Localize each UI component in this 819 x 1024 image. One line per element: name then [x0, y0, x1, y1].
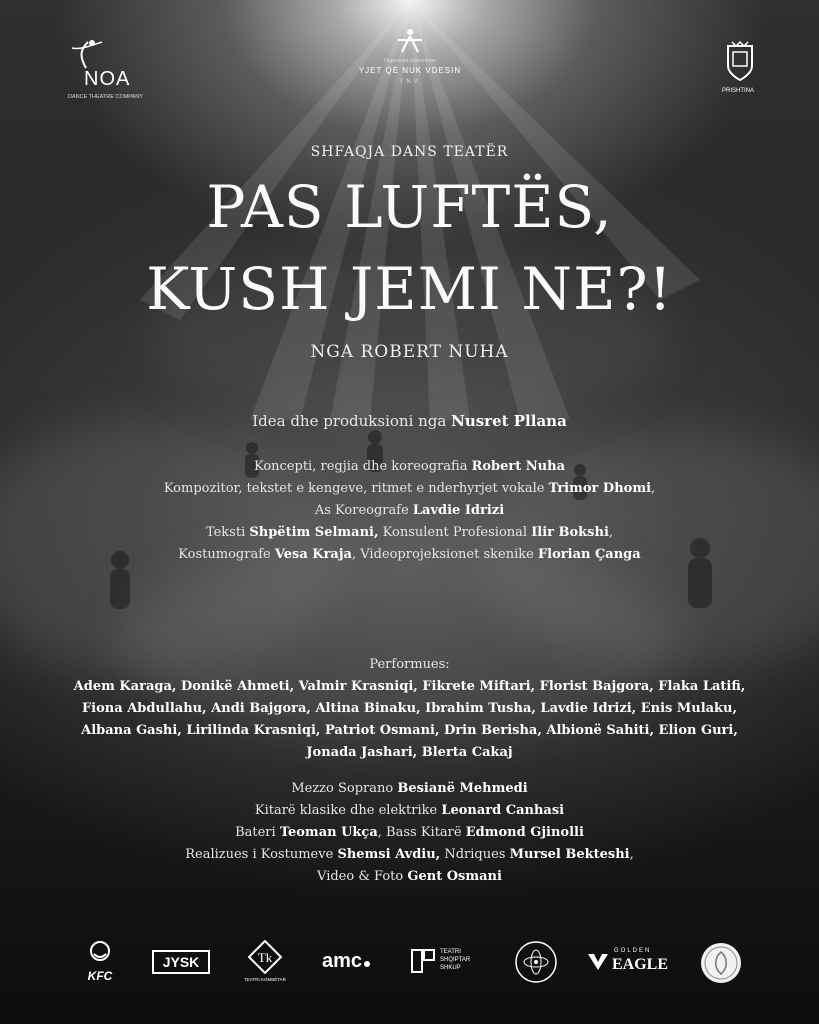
teatri-shqiptar-logo [410, 946, 482, 980]
credit-line [0, 778, 819, 800]
music-credits [0, 778, 819, 888]
performers-list [0, 676, 819, 764]
star-figures-icon [390, 28, 430, 58]
credit-name: Shemsi Avdiu, [337, 847, 441, 862]
credit-role: Realizues i Kostumeve [185, 847, 338, 862]
credit-role: Kompozitor, tekstet e kengeve, ritmet e nderhyrjet vokale [163, 481, 549, 496]
performers-line: Adem Karaga, Donikë Ahmeti, Valmir Krasniqi, Fikrete Miftari, Florist Bajgora, Flaka Latifi, [73, 679, 746, 694]
credit-role: Video & Foto [317, 869, 408, 884]
credit-line [0, 456, 819, 478]
golden-text: GOLDEN [614, 948, 652, 954]
credit-name: Besianë Mehmedi [397, 781, 528, 796]
credit-role: Teksti [205, 525, 250, 540]
credit-name: Gent Osmani [407, 869, 502, 884]
poster-author: NGA ROBERT NUHA [310, 342, 509, 362]
tk-subtitle: TEATRI KOMBËTAR [244, 977, 286, 982]
credit-name: Teoman Ukça [279, 825, 378, 840]
yjet-logo [350, 28, 470, 108]
credit-name: Trimor Dhomi [548, 481, 652, 496]
ts-line: TEATRI [440, 949, 461, 955]
noa-name: NOA [84, 68, 131, 90]
credit-name: Vesa Kraja [274, 547, 352, 562]
credit-role: Kostumografe [178, 547, 275, 562]
yjet-small-text: Organizata joqeveritare [384, 58, 436, 64]
jysk-text: JYSK [162, 954, 200, 970]
credit-name: Edmond Gjinolli [465, 825, 584, 840]
poster-subtitle: SHFAQJA DANS TEATËR [310, 144, 509, 160]
theatre-mark-icon [410, 946, 436, 976]
noa-logo [66, 38, 146, 104]
credit-name: Robert Nuha [471, 459, 566, 474]
performers-line: Albana Gashi, Lirilinda Krasniqi, Patriot Osmani, Drin Berisha, Albionë Sahiti, Elion Guri, [81, 723, 738, 738]
credit-role: Idea dhe produksioni nga [252, 412, 452, 430]
credit-line [0, 844, 819, 866]
jysk-logo [152, 950, 210, 974]
credit-name: Florian Çanga [537, 547, 641, 562]
golden-eagle-logo [586, 948, 672, 978]
credit-punct: , [608, 525, 614, 540]
credit-line [0, 500, 819, 522]
amc-text: amc [321, 950, 363, 972]
leaf-emblem-icon [700, 942, 742, 984]
noa-subtitle: DANCE THEATRE COMPANY [68, 94, 143, 100]
prishtina-logo [718, 40, 758, 104]
credit-name: Nusret Pllana [451, 412, 567, 430]
dancer-icon [68, 38, 108, 70]
colonel-icon [87, 940, 113, 966]
credit-line [0, 544, 819, 566]
credit-name: Shpëtim Selmani, [249, 525, 379, 540]
credit-role: As Koreografe [314, 503, 413, 518]
amc-logo [314, 950, 378, 973]
yjet-abbreviation: YNV [399, 79, 421, 85]
ts-line: SHQIPTAR [440, 957, 471, 963]
credit-punct: , [629, 847, 634, 862]
prishtina-label: PRISHTINA [721, 88, 754, 94]
performers-line: Jonada Jashari, Blerta Cakaj [306, 745, 513, 760]
sponsor-logos [0, 938, 819, 990]
eagle-icon [586, 950, 610, 974]
performers-line: Fiona Abdullahu, Andi Bajgora, Altina Binaku, Ibrahim Tusha, Lavdie Idrizi, Enis Mulaku, [81, 701, 738, 716]
eagle-text: EAGLE [612, 956, 669, 973]
ts-line: SHKUP [440, 965, 461, 971]
credit-name: Lavdie Idrizi [412, 503, 505, 518]
poster-title-line-2: KUSH JEMI NE?! [146, 255, 673, 323]
poster-title-line-1: PAS LUFTËS, [206, 173, 613, 241]
teatri-kombetar-logo [240, 940, 290, 982]
yjet-name: YJET QË NUK VDESIN [358, 66, 462, 75]
credit-line [0, 866, 819, 888]
credit-line [0, 478, 819, 500]
creative-credits [0, 456, 819, 566]
credit-line [0, 522, 819, 544]
idea-credit [0, 410, 819, 432]
amc-dot-icon [364, 961, 370, 967]
kfc-logo [78, 940, 122, 983]
credit-line [0, 800, 819, 822]
credit-name: Leonard Canhasi [441, 803, 565, 818]
credit-role: Konsulent Profesional [378, 525, 532, 540]
credit-role: Kitarë klasike dhe elektrike [254, 803, 442, 818]
coat-of-arms-icon [724, 40, 756, 82]
kfc-text: KFC [87, 969, 113, 983]
diamond-icon [248, 940, 282, 974]
credit-name: Ilir Bokshi [531, 525, 609, 540]
credit-punct: , [651, 481, 656, 496]
tk-monogram: Tk [257, 950, 273, 965]
credit-name: Mursel Bekteshi [509, 847, 630, 862]
atom-emblem-icon [514, 940, 558, 984]
credit-role: Ndriques [440, 847, 510, 862]
credit-role: , Videoprojeksionet skenike [351, 547, 538, 562]
credit-role: Mezzo Soprano [291, 781, 398, 796]
round-emblem-logo [514, 940, 558, 984]
credit-role: Bateri [235, 825, 280, 840]
credit-role: , Bass Kitarë [377, 825, 466, 840]
credit-line [0, 822, 819, 844]
credit-role: Koncepti, regjia dhe koreografia [253, 459, 472, 474]
performers-heading: Performues: [369, 657, 450, 672]
white-emblem-logo [700, 942, 742, 984]
